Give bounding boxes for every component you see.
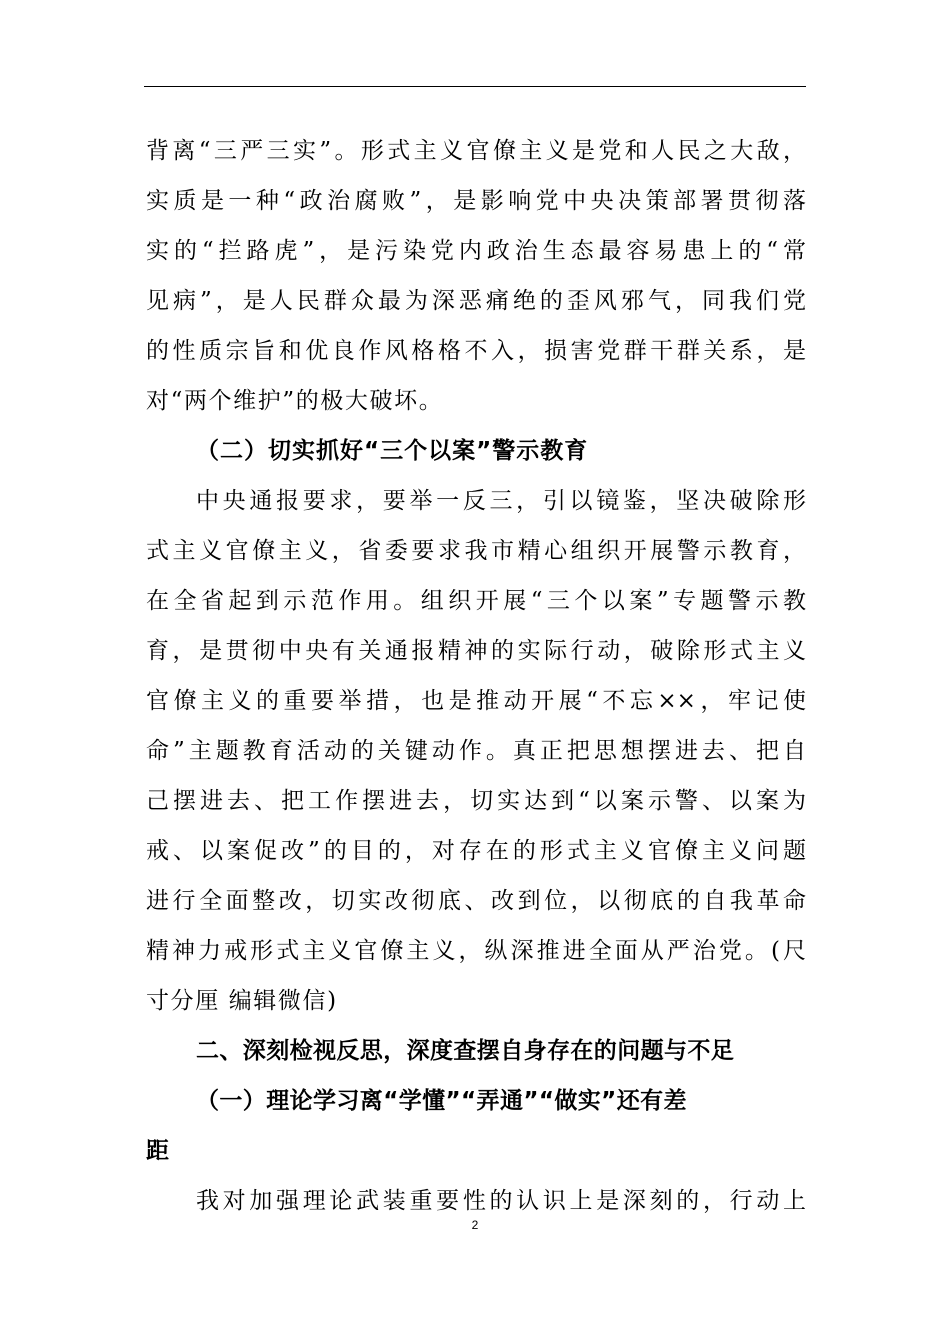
header-rule (144, 86, 806, 87)
section-heading-2: （二）切实抓好“三个以案”警示教育 (196, 438, 589, 464)
text-line-12: 官僚主义的重要举措，也是推动开展“不忘××，牢记使 (146, 688, 806, 714)
chapter-heading-2: 二、深刻检视反思，深度查摆自身存在的问题与不足 (196, 1038, 735, 1064)
section-heading-2-1-cont: 距 (146, 1138, 170, 1164)
text-line-10: 在全省起到示范作用。组织开展“三个以案”专题警示教 (146, 588, 806, 614)
text-line-6: 对“两个维护”的极大破坏。 (146, 388, 444, 414)
text-line-16: 进行全面整改，切实改彻底、改到位，以彻底的自我革命 (146, 888, 806, 914)
text-line-17: 精神力戒形式主义官僚主义，纵深推进全面从严治党。(尺 (146, 938, 806, 964)
text-line-5: 的性质宗旨和优良作风格格不入，损害党群干群关系，是 (146, 338, 806, 364)
text-line-1: 背离“三严三实”。形式主义官僚主义是党和人民之大敌， (146, 138, 806, 164)
page-number: 2 (471, 1218, 479, 1232)
text-line-11: 育，是贯彻中央有关通报精神的实际行动，破除形式主义 (146, 638, 806, 664)
section-heading-2-1: （一）理论学习离“学懂”“弄通”“做实”还有差 (196, 1088, 687, 1114)
text-line-3: 实的“拦路虎”，是污染党内政治生态最容易患上的“常 (146, 238, 806, 264)
text-line-15: 戒、以案促改”的目的，对存在的形式主义官僚主义问题 (146, 838, 806, 864)
text-line-18: 寸分厘 编辑微信) (146, 988, 338, 1014)
text-line-4: 见病”，是人民群众最为深恶痛绝的歪风邪气，同我们党 (146, 288, 806, 314)
text-line-14: 己摆进去、把工作摆进去，切实达到“以案示警、以案为 (146, 788, 806, 814)
text-line-8: 中央通报要求，要举一反三，引以镜鉴，坚决破除形 (196, 488, 806, 514)
text-line-22: 我对加强理论武装重要性的认识上是深刻的，行动上 (196, 1188, 806, 1214)
text-line-2: 实质是一种“政治腐败”，是影响党中央决策部署贯彻落 (146, 188, 806, 214)
text-line-9: 式主义官僚主义，省委要求我市精心组织开展警示教育， (146, 538, 806, 564)
text-line-13: 命”主题教育活动的关键动作。真正把思想摆进去、把自 (146, 738, 806, 764)
